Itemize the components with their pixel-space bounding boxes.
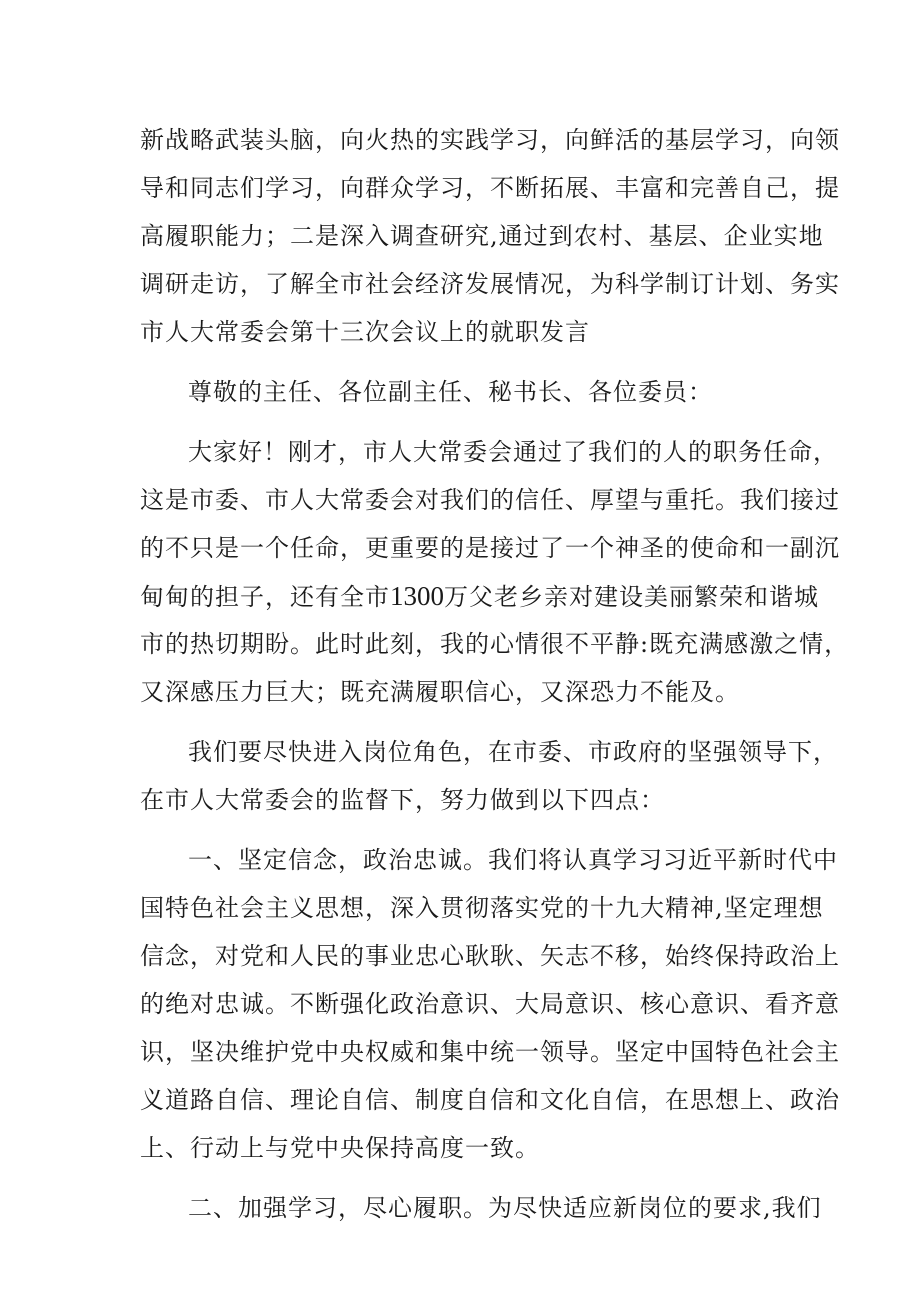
text-line: 高履职能力；二是深入调查研究,通过到农村、基层、企业实地	[140, 222, 824, 250]
text-line: 这是市委、市人大常委会对我们的信任、厚望与重托。我们接过	[140, 486, 840, 514]
greeting-paragraph	[140, 428, 850, 716]
text-line: 义道路自信、理论自信、制度自信和文化自信，在思想上、政治	[140, 1086, 840, 1114]
paragraph-gap	[140, 824, 792, 836]
paragraph-gap	[140, 416, 792, 428]
text-line: 在市人大常委会的监督下，努力做到以下四点：	[140, 786, 665, 814]
intro-paragraph	[140, 116, 840, 356]
point-one-paragraph	[140, 836, 840, 1172]
text-line: 新战略武装头脑，向火热的实践学习，向鲜活的基层学习，向领	[140, 126, 840, 154]
text-line: 导和同志们学习，向群众学习，不断拓展、丰富和完善自己，提	[140, 174, 840, 202]
text-line: 信念，对党和人民的事业忠心耿耿、矢志不移，始终保持政治上	[140, 942, 840, 970]
paragraph-gap	[140, 1172, 792, 1184]
text-line: 的绝对忠诚。不断强化政治意识、大局意识、核心意识、看齐意	[140, 990, 840, 1018]
text-line: 识，坚决维护党中央权威和集中统一领导。坚定中国特色社会主	[140, 1038, 840, 1066]
text-segment: 万父老乡亲对建设美丽繁荣和谐城	[444, 583, 819, 611]
text-line: 市的热切期盼。此时此刻，我的心情很不平静:既充满感激之情，	[140, 630, 850, 658]
text-line: 二、加强学习，尽心履职。为尽快适应新岗位的要求,我们	[188, 1194, 822, 1222]
text-line: 又深感压力巨大；既充满履职信心，又深恐力不能及。	[140, 678, 740, 706]
paragraph-gap	[140, 716, 792, 728]
text-segment: 甸甸的担子，还有全市	[140, 583, 390, 611]
text-line: 大家好！刚才，市人大常委会通过了我们的人的职务任命，	[188, 438, 838, 466]
text-line: 上、行动上与党中央保持高度一致。	[140, 1134, 540, 1162]
paragraph-gap	[140, 356, 792, 368]
salutation: 尊敬的主任、各位副主任、秘书长、各位委员：	[188, 378, 713, 406]
document-body	[140, 116, 850, 1232]
text-line: 调研走访，了解全市社会经济发展情况，为科学制订计划、务实	[140, 270, 840, 298]
text-line	[140, 572, 819, 620]
text-line: 一、坚定信念，政治忠诚。我们将认真学习习近平新时代中	[188, 846, 838, 874]
text-line: 的不只是一个任命，更重要的是接过了一个神圣的使命和一副沉	[140, 534, 840, 562]
point-two-paragraph	[140, 1184, 822, 1232]
text-line: 国特色社会主义思想，深入贯彻落实党的十九大精神,坚定理想	[140, 894, 824, 922]
speech-title-line: 市人大常委会第十三次会议上的就职发言	[140, 318, 590, 346]
text-line: 我们要尽快进入岗位角色，在市委、市政府的坚强领导下，	[188, 738, 838, 766]
commitment-paragraph	[140, 728, 838, 824]
population-number: 1300	[390, 581, 444, 611]
